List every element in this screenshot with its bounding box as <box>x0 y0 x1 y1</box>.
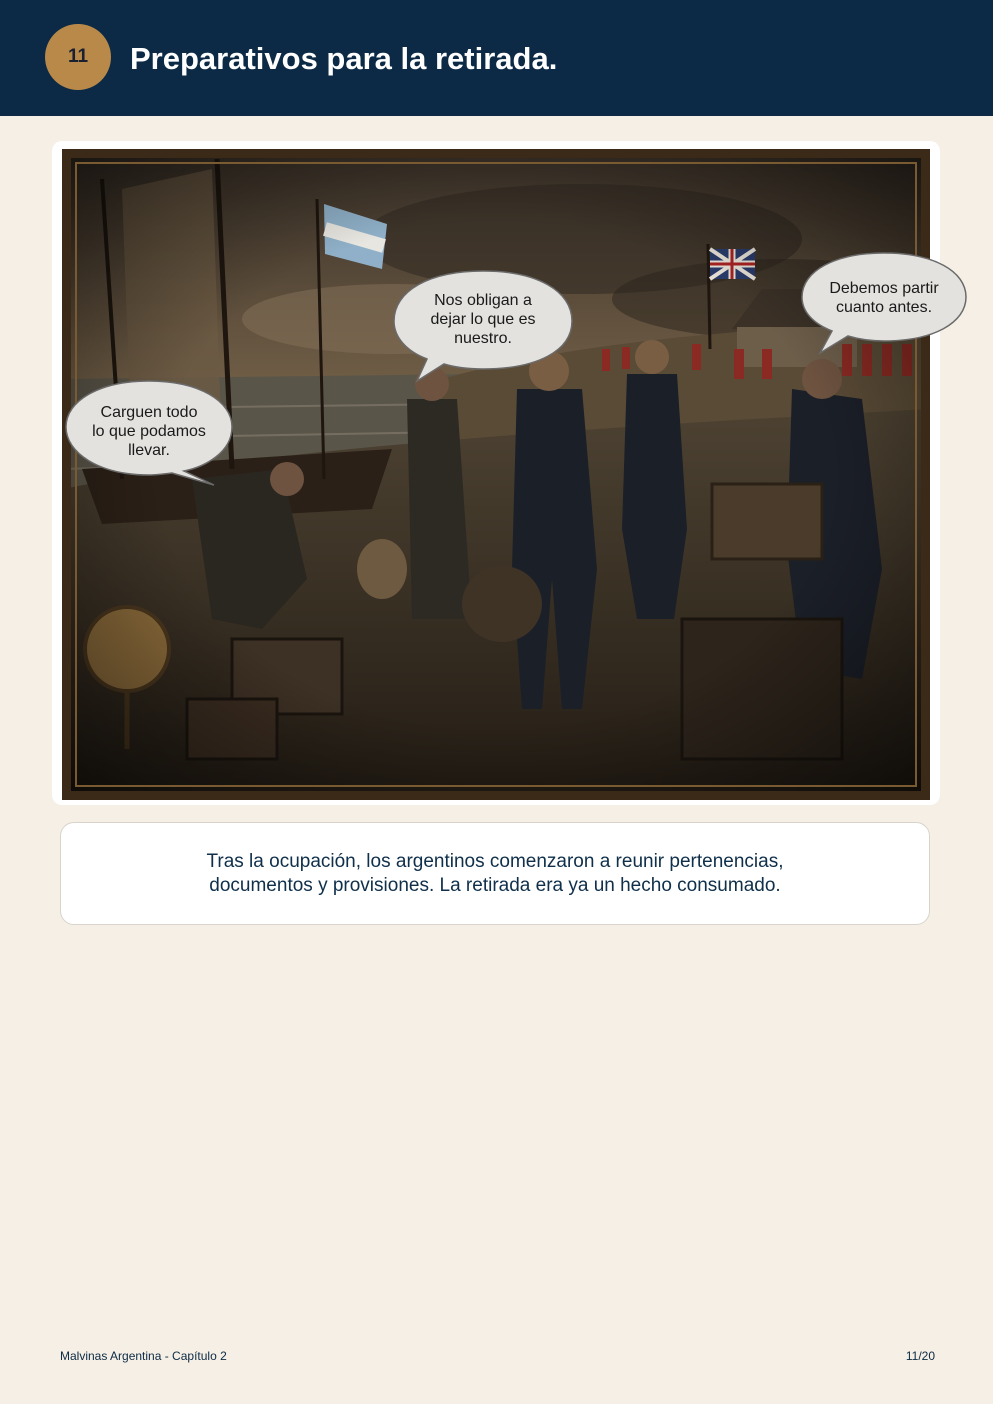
footer-book-title: Malvinas Argentina - Capítulo 2 <box>60 1349 227 1363</box>
comic-panel <box>52 141 940 805</box>
footer-page-count: 11/20 <box>905 1349 935 1363</box>
page-header <box>0 0 993 116</box>
speech-bubble-1 <box>392 269 574 385</box>
speech-bubble-2 <box>800 251 968 355</box>
speech-bubble-1-text: Nos obligan a dejar lo que es nuestro. <box>430 292 536 347</box>
speech-bubble-2-text: Debemos partir cuanto antes. <box>829 280 939 316</box>
page-title: Preparativos para la retirada. <box>130 41 558 76</box>
page-number-badge: 11 <box>45 24 111 90</box>
speech-bubble-3-text: Carguen todo lo que podamos llevar. <box>92 404 206 459</box>
caption-box <box>60 822 930 925</box>
speech-bubble-3 <box>64 379 234 487</box>
caption-text: Tras la ocupación, los argentinos comenzaron a reunir pertenencias, documentos y provisiones. La retirada era ya un hecho consumado. <box>206 850 784 896</box>
